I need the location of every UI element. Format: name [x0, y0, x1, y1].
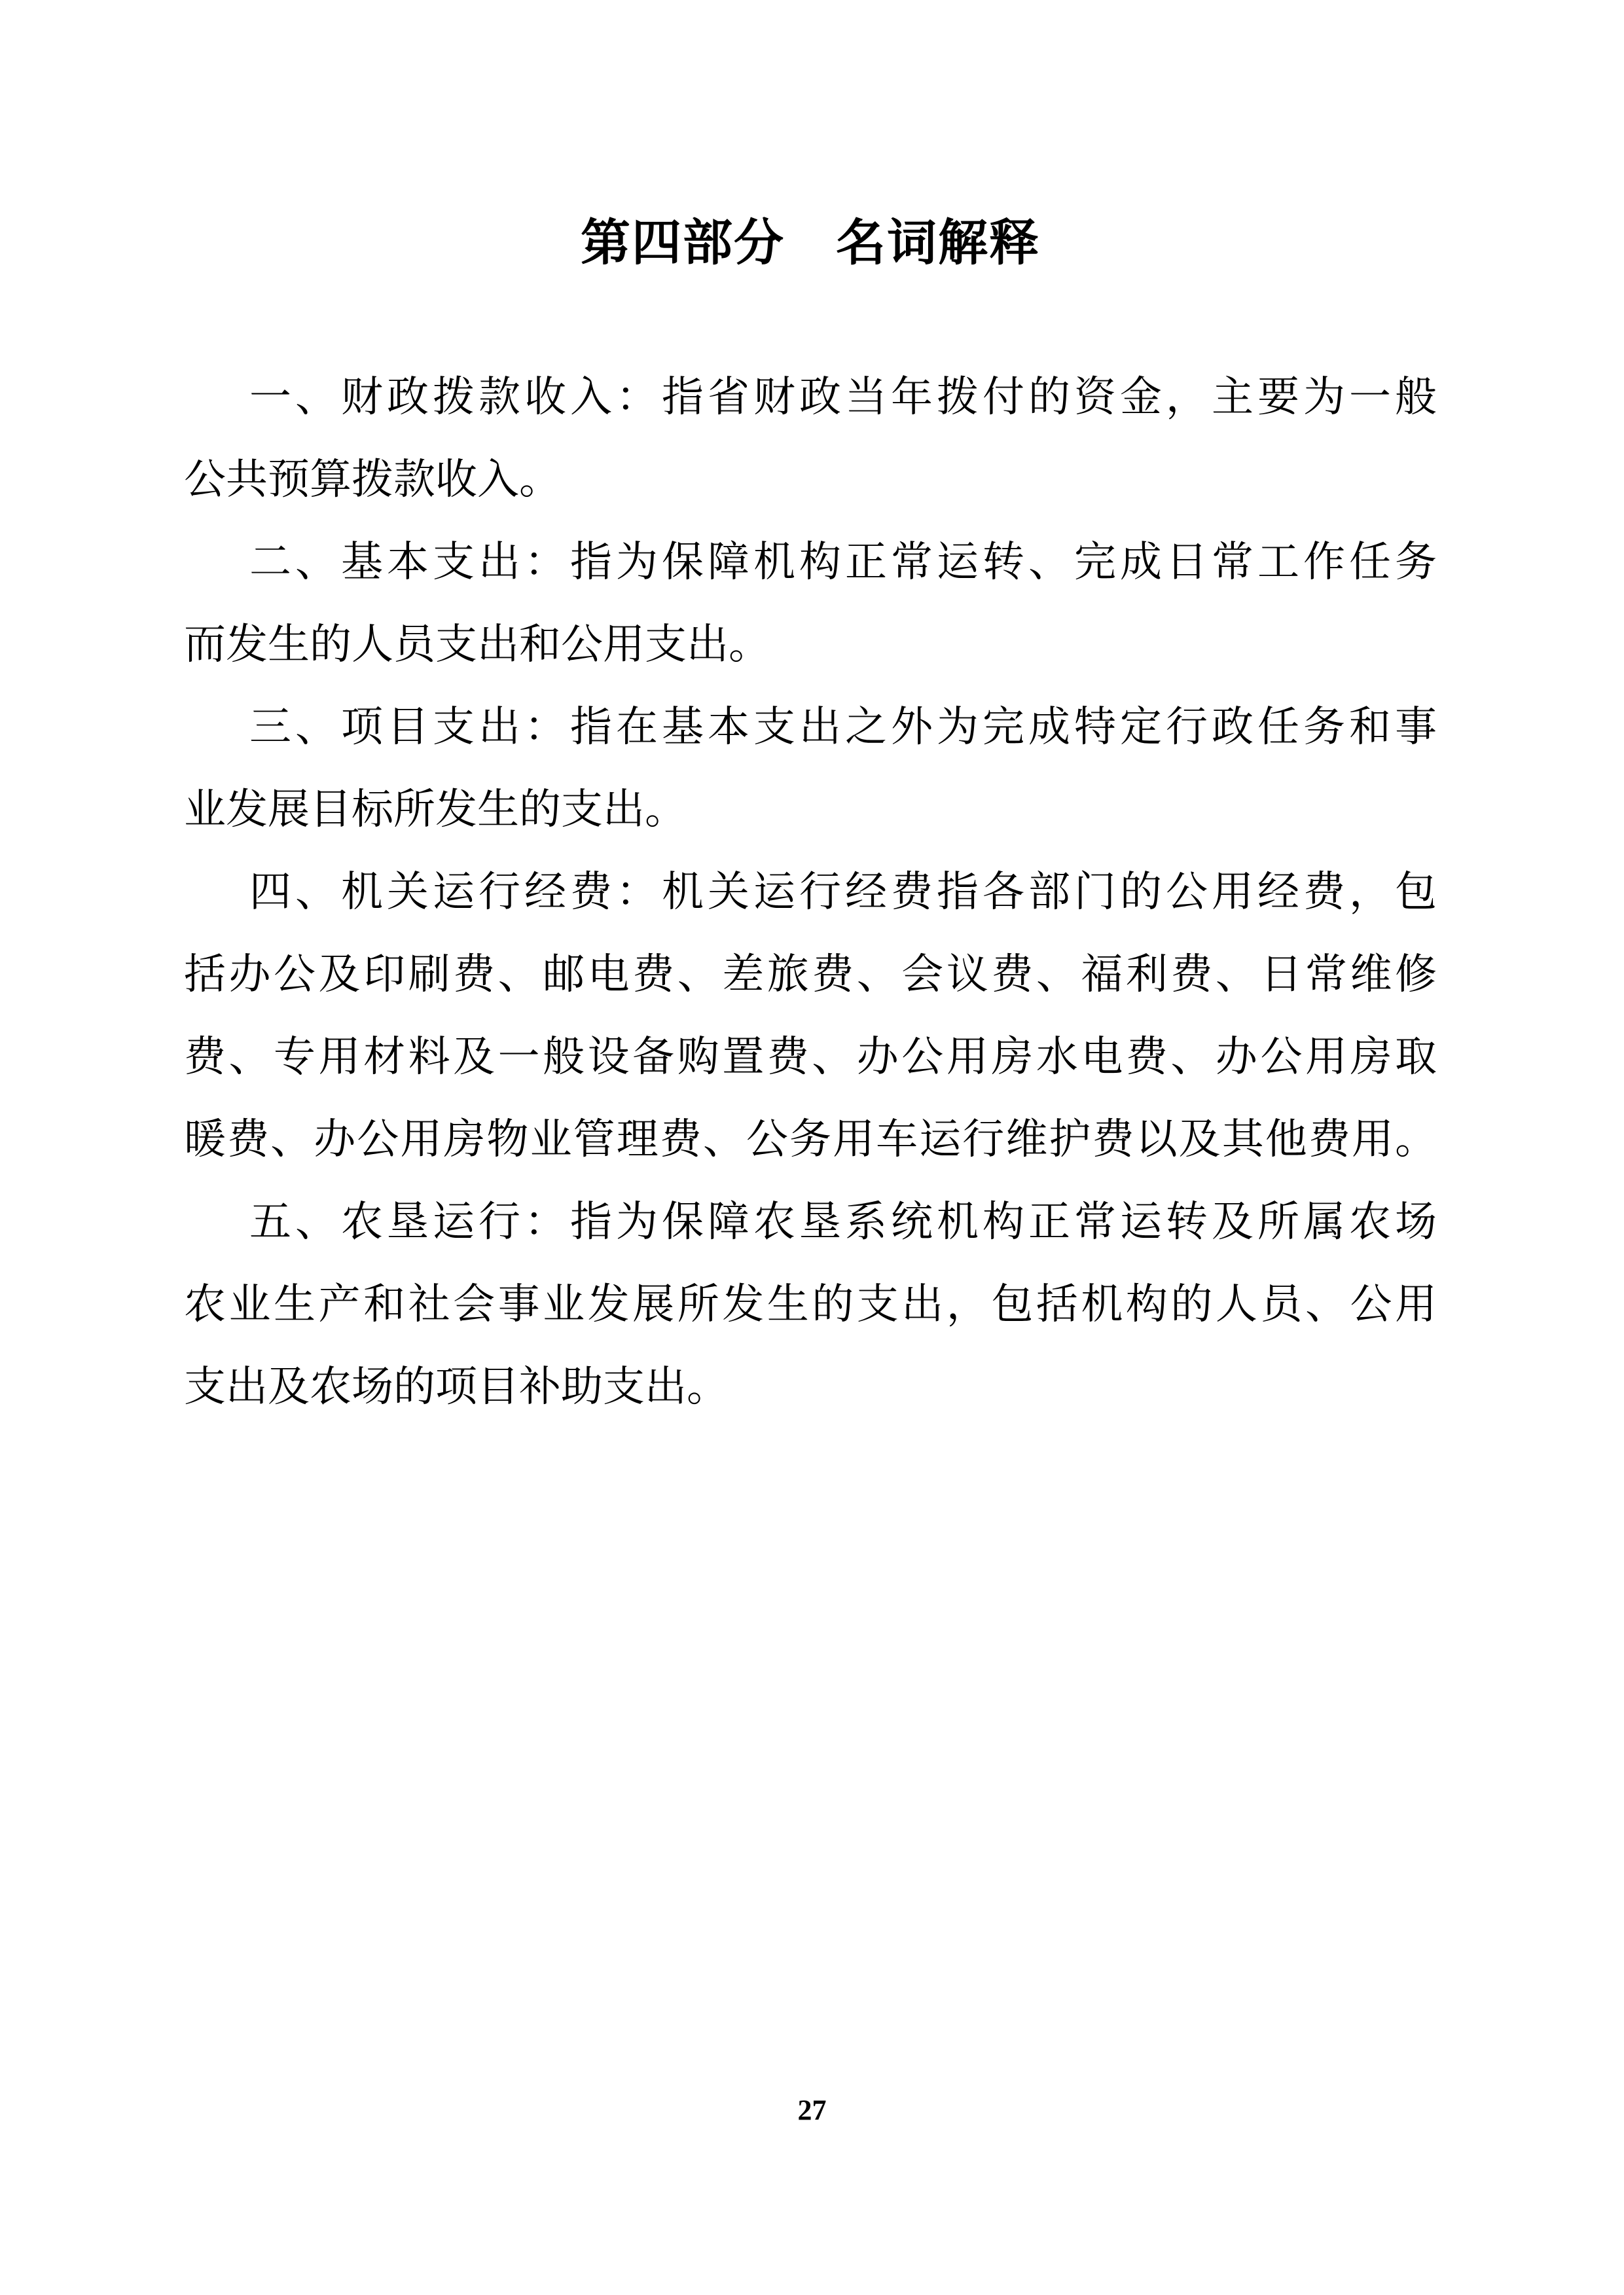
text-line: 暖费、办公用房物业管理费、公务用车运行维护费以及其他费用。 [184, 1116, 1437, 1163]
text-line: 一、财政拨款收入：指省财政当年拨付的资金，主要为一般 [249, 374, 1437, 420]
paragraph [184, 1181, 1437, 1428]
paragraph [184, 686, 1437, 851]
text-line: 支出及农场的项目补助支出。 [184, 1364, 729, 1410]
page-number: 27 [797, 2094, 827, 2126]
paragraph [184, 521, 1437, 686]
text-line: 农业生产和社会事业发展所发生的支出，包括机构的人员、公用 [184, 1281, 1437, 1328]
text-line: 四、机关运行经费：机关运行经费指各部门的公用经费，包 [249, 869, 1437, 915]
paragraph [184, 356, 1437, 521]
document-title: 第四部分 名词解释 [581, 215, 1040, 271]
text-line: 五、农垦运行：指为保障农垦系统机构正常运转及所属农场 [249, 1199, 1437, 1245]
text-line: 业发展目标所发生的支出。 [184, 786, 687, 833]
text-line: 而发生的人员支出和公用支出。 [184, 621, 770, 668]
text-line: 三、项目支出：指在基本支出之外为完成特定行政任务和事 [249, 704, 1437, 750]
text-block [184, 356, 1437, 1428]
text-line: 二、基本支出：指为保障机构正常运转、完成日常工作任务 [249, 539, 1437, 585]
text-line: 费、专用材料及一般设备购置费、办公用房水电费、办公用房取 [184, 1034, 1437, 1080]
text-line: 公共预算拨款收入。 [184, 456, 561, 503]
text-line: 括办公及印刷费、邮电费、差旅费、会议费、福利费、日常维修 [184, 951, 1437, 998]
paragraph [184, 851, 1437, 1181]
